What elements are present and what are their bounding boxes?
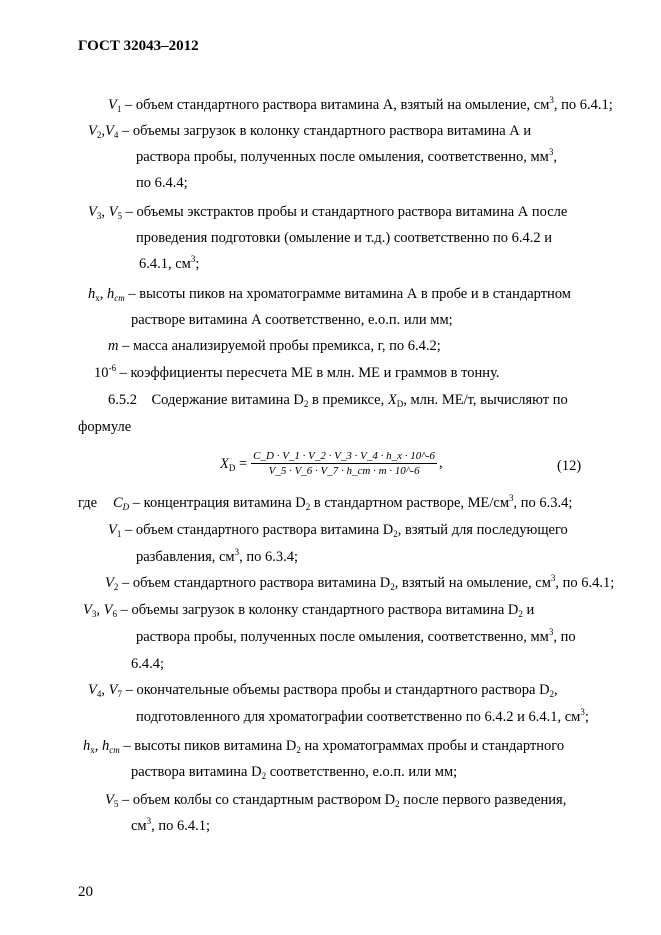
definition-line: проведения подготовки (омыление и т.д.) соответственно по 6.4.2 и: [136, 230, 553, 246]
page-title: ГОСТ 32043–2012: [78, 38, 199, 54]
definition-v1: $V_1$ – объем стандартного раствора витамина А, взятый на омыление, $см^3$, по 6.4.1;: [108, 95, 613, 114]
definition-line: раствора пробы, полученных после омыления, соответственно, $мм^3$,: [136, 147, 557, 165]
definition-v2-v4: $V_2,V_4$ – объемы загрузок в колонку стандартного раствора витамина А и: [88, 123, 532, 140]
where-label: где: [78, 495, 98, 511]
definition-m: m – масса анализируемой пробы премикса, г, по 6.4.2;: [108, 338, 441, 354]
definition-v4-v7: $V_4$, $V_7$ – окончательные объемы раствора пробы и стандартного раствора $D_2$,: [88, 682, 558, 699]
paragraph-6-5-2: 6.5.2 Содержание витамина $D_2$ в премиксе, $X_D$, млн. МЕ/т, вычисляют по: [108, 392, 568, 409]
formula-number: (12): [557, 458, 582, 474]
definition-v3-v6: $V_3$, $V_6$ – объемы загрузок в колонку стандартного раствора витамина $D_2$ и: [83, 602, 535, 619]
definition-line: 6.4.4;: [131, 656, 165, 672]
definition-coefficient: $10^{-6}$ – коэффициенты пересчета МЕ в млн. МЕ и граммов в тонну.: [94, 363, 500, 381]
definition-hx-hst: $h_x$, $h_{ст}$ – высоты пиков витамина $D_2$ на хроматограммах пробы и стандартного: [83, 738, 565, 755]
definition-line: разбавления, $см^3$, по 6.3.4;: [136, 547, 299, 565]
page-number: 20: [78, 884, 93, 900]
definition-v5: $V_5$ – объем колбы со стандартным раствором $D_2$ после первого разведения,: [105, 792, 567, 809]
definition-v3-v5: $V_3$, $V_5$ – объемы экстрактов пробы и стандартного раствора витамина А после: [88, 204, 568, 221]
definition-line: раствора витамина $D_2$ соответственно, е.о.п. или мм;: [131, 764, 458, 781]
definition-line: $см^3$, по 6.4.1;: [131, 816, 211, 834]
definition-line: растворе витамина А соответственно, е.о.п. или мм;: [131, 312, 453, 328]
definition-v1: $V_1$ – объем стандартного раствора витамина $D_2$, взятый для последующего: [108, 522, 568, 539]
formula-fraction: [251, 450, 437, 477]
formula-denominator: V_5 · V_6 · V_7 · h_ст · m · 10^-6: [268, 465, 420, 477]
definition-cd: $C_D$ – концентрация витамина $D_2$ в стандартном растворе, $МЕ/см^3$, по 6.3.4;: [113, 493, 573, 512]
formula-lhs: $X_D$ =: [220, 455, 248, 473]
formula: [220, 450, 443, 477]
formula-numerator: C_D · V_1 · V_2 · V_3 · V_4 · h_x · 10^-6: [253, 450, 436, 462]
definition-line: 6.4.1, $см^3$;: [139, 254, 200, 272]
definition-line: подготовленного для хроматографии соответственно по 6.4.2 и 6.4.1, $см^3$;: [136, 707, 589, 725]
formula-comma: ,: [439, 455, 443, 471]
definition-line: раствора пробы, полученных после омыления, соответственно, $мм^3$, по: [136, 627, 576, 645]
paragraph-continuation: формуле: [78, 419, 132, 435]
definition-hx-hst: $h_x$, $h_{ст}$ – высоты пиков на хроматограмме витамина А в пробе и в стандартном: [88, 286, 571, 303]
definition-line: по 6.4.4;: [136, 175, 188, 191]
definition-v2: $V_2$ – объем стандартного раствора витамина $D_2$, взятый на омыление, $см^3$, по 6.4.1;: [105, 573, 615, 592]
